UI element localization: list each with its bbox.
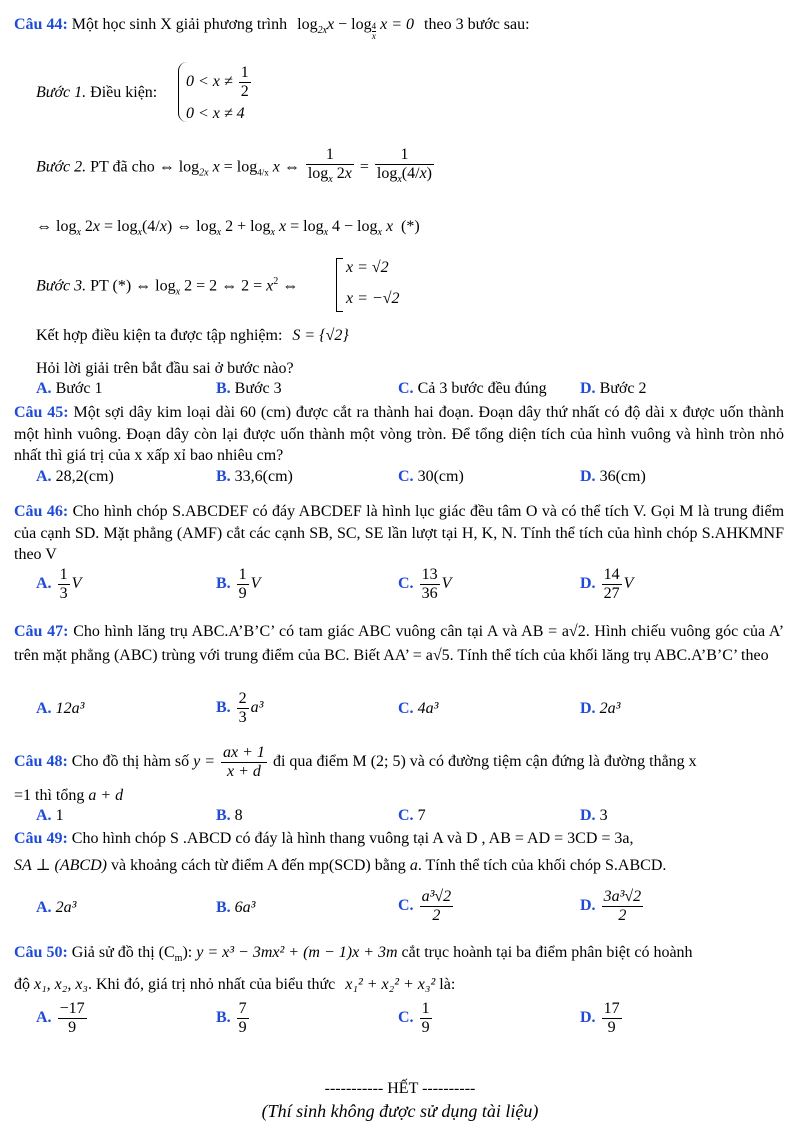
q44-step1-text: Điều kiện: — [90, 84, 158, 101]
q44-step3-text: PT (*) ⇔ log — [90, 277, 176, 295]
q49-line1: Câu 49: Cho hình chóp S .ABCD có đáy là hình thang vuông tại A và D , AB = AD = 3CD = 3a, — [14, 830, 634, 847]
q44-line1 — [14, 16, 530, 42]
q48-option-b: B. 8 — [216, 807, 243, 824]
q49-option-b: B. 6a³ — [216, 899, 256, 916]
q47-text: Câu 47: Cho hình lăng trụ ABC.A’B’C’ có tam giác ABC vuông cân tại A và AB = a√2. Hình chiếu vuông góc của A’ trên mặt phẳng (ABC) trùng với trung điểm của BC. Biết AA’ = a√5. Tính thể tích của khối lăng trụ ABC.A’B’C’ theo — [14, 623, 785, 664]
q45-option-b: B. 33,6(cm) — [216, 468, 293, 485]
q49-option-d: D. $\frac{\text{3a³√2}}{2}$ — [580, 888, 642, 924]
q44-step2: Bước 2. PT đã cho ⇔ $\log_{2x} x = \log_{4/x} x$ ⇔ $\frac{1}{\log_x 2x}$ = $\frac{1}{\log_x(4/x)}$ — [36, 146, 432, 186]
q48-option-d: D. 3 — [580, 807, 608, 824]
q47-option-a: A. 12a³ — [36, 700, 85, 717]
q45-option-c: C. 30(cm) — [398, 468, 464, 485]
q45-text: Câu 45: Một sợi dây kim loại dài 60 (cm) được cắt ra thành hai đoạn. Đoạn dây thứ nhất có độ dài x được uốn thành một hình vuông. Đoạn dây còn lại được uốn thành một vòng tròn. Để tổng diện tích của hình vuông và hình tròn nhỏ nhất thì giá trị của x xấp xỉ bao nhiêu cm? — [14, 404, 784, 464]
q44-step2-label: Bước 2. — [36, 158, 87, 176]
q45-option-a: A. 28,2(cm) — [36, 468, 114, 485]
q46-text: Câu 46: Cho hình chóp S.ABCDEF có đáy ABCDEF là hình lục giác đều tâm O và có thể tích V. Gọi M là trung điểm của cạnh SD. Mặt phẳng (AMF) cắt các cạnh SB, SC, SE lần lượt tại H, K, N. Tính thể tích của hình chóp S.AHKMNF theo V — [14, 503, 785, 563]
q45-option-d: D. 36(cm) — [580, 468, 646, 485]
q50-line2: độ x₁, x₂, x₃. Khi đó, giá trị nhỏ nhất của biểu thức x₁² + x₂² + x₃² là: — [14, 976, 456, 993]
q44-root1: x = √2 — [346, 259, 389, 276]
q47-option-b: B. $\frac{2}{3}$ a³ — [216, 690, 264, 726]
q44-step2-text: PT đã cho ⇔ log — [90, 158, 200, 176]
q44-root-bracket — [336, 258, 343, 312]
q44-step3: Bước 3. PT (*) ⇔ $\log_x 2 = 2$ ⇔ $2 = x^2$ ⇔ — [36, 276, 299, 298]
q44-step1 — [36, 84, 157, 102]
q46-option-b: B. $\frac{1}{9}$ V — [216, 566, 261, 602]
q50-option-c: C. $\frac{1}{9}$ — [398, 1000, 430, 1036]
q44-step2-line2: ⇔ $\log_x 2x = \log_x(4/x)$ ⇔ $\log_x 2 + \log_x x = \log_x 4 - \log_x x$ (*) — [36, 218, 420, 239]
q44-root2: x = −√2 — [346, 290, 400, 307]
q44-equation: $\log_{2x}x - \log$ $_{\frac{4}{x}}$ x = 0 — [297, 16, 415, 42]
q49-line2: SA ⊥ (ABCD) và khoảng cách từ điểm A đến mp(SCD) bằng a. Tính thể tích của khối chóp S.ABCD. — [14, 857, 667, 874]
end-marker: ----------- HẾT ---------- — [324, 1080, 476, 1097]
q48-line2: =1 thì tổng a + d — [14, 787, 124, 804]
q44-text-a: Một học sinh X giải phương trình — [71, 16, 288, 33]
q47-option-d: D. 2a³ — [580, 700, 621, 717]
q49-option-a: A. 2a³ — [36, 899, 77, 916]
q44-cond1: 0 < x ≠ $\frac{1}{2}$ — [186, 64, 249, 100]
q50-line1: Câu 50: Giả sử đồ thị $(C_m)$: y = x³ − 3mx² + (m − 1)x + 3m cắt trục hoành tại ba điểm phân biệt có hoành — [14, 944, 693, 965]
q46-option-d: D. $\frac{14}{27}$ V — [580, 566, 634, 602]
q44-option-b: B. Bước 3 — [216, 380, 282, 397]
q44-ask: Hỏi lời giải trên bắt đầu sai ở bước nào? — [36, 360, 294, 377]
q44-option-d: D. Bước 2 — [580, 380, 647, 397]
q44-label: Câu 44: — [14, 16, 68, 33]
q46-option-c: C. $\frac{13}{36}$ V — [398, 566, 452, 602]
footer-note: (Thí sinh không được sử dụng tài liệu) — [261, 1101, 539, 1121]
q50-option-d: D. $\frac{17}{9}$ — [580, 1000, 620, 1036]
q50-option-a: A. $\frac{-17}{9}$ — [36, 1000, 85, 1036]
q46-option-a: A. $\frac{1}{3}$ V — [36, 566, 82, 602]
q50-option-b: B. $\frac{7}{9}$ — [216, 1000, 247, 1036]
q49-option-c: C. $\frac{\text{a³√2}}{2}$ — [398, 888, 452, 924]
q44-combine: Kết hợp điều kiện ta được tập nghiệm: S = {√2} — [36, 327, 349, 344]
q48-option-c: C. 7 — [398, 807, 426, 824]
q47-option-c: C. 4a³ — [398, 700, 439, 717]
q44-cond2: 0 < x ≠ 4 — [186, 105, 245, 122]
q44-step1-label: Bước 1. — [36, 84, 87, 101]
q44-step3-label: Bước 3. — [36, 277, 87, 295]
q48-line1: Câu 48: Cho đồ thị hàm số y = $\frac{ax + 1}{x + d}$ đi qua điểm M (2; 5) và có đường tiệm cận đứng là đường thẳng x — [14, 744, 697, 780]
q44-option-a: A. Bước 1 — [36, 380, 103, 397]
q44-text-b: theo 3 bước sau: — [424, 16, 530, 33]
q48-option-a: A. 1 — [36, 807, 64, 824]
q44-option-c: C. Cả 3 bước đều đúng — [398, 380, 547, 397]
q44-solution-set: S = {√2} — [292, 327, 349, 344]
